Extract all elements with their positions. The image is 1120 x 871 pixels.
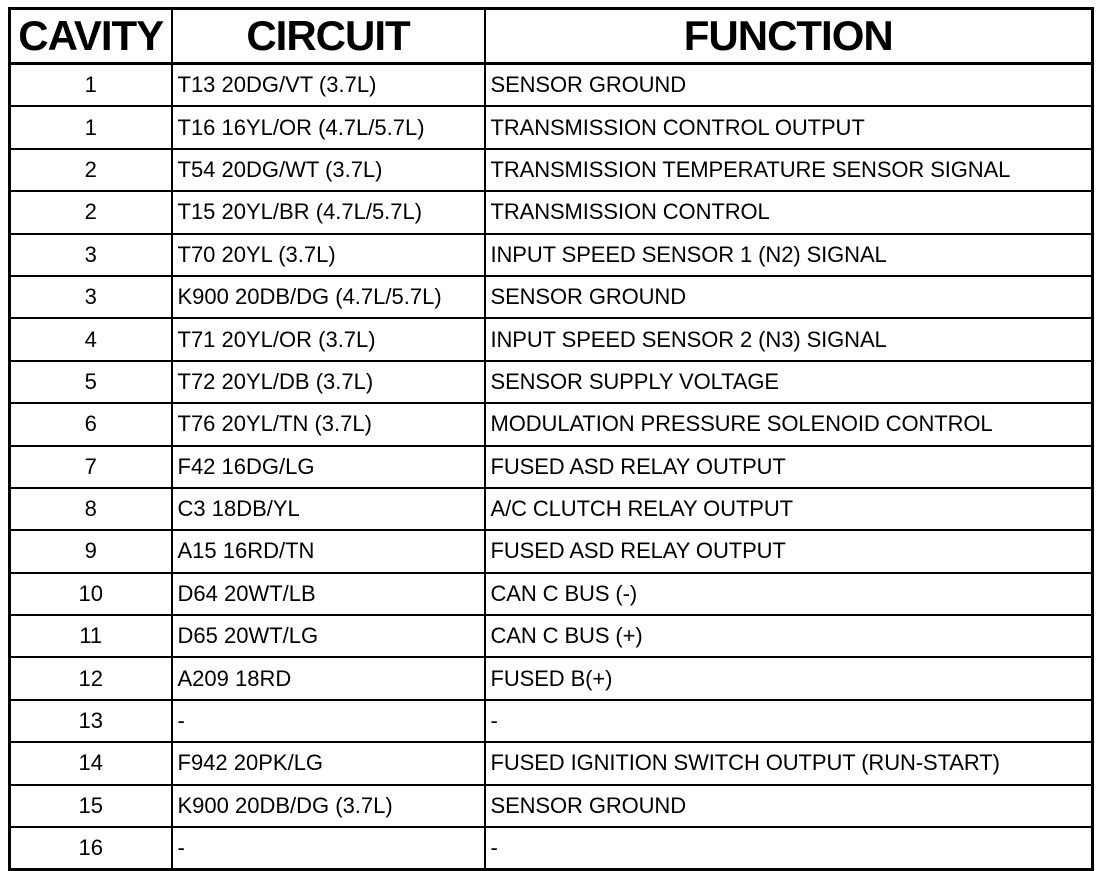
cavity-cell: 3 <box>10 234 172 276</box>
table-row <box>10 446 1093 488</box>
circuit-cell: T71 20YL/OR (3.7L) <box>172 318 485 360</box>
cavity-cell: 2 <box>10 149 172 191</box>
table-row <box>10 106 1093 148</box>
function-cell: FUSED B(+) <box>485 657 1093 699</box>
cavity-cell: 1 <box>10 64 172 107</box>
table-row <box>10 403 1093 445</box>
cavity-cell: 5 <box>10 361 172 403</box>
function-cell: SENSOR SUPPLY VOLTAGE <box>485 361 1093 403</box>
function-cell: A/C CLUTCH RELAY OUTPUT <box>485 488 1093 530</box>
cavity-cell: 15 <box>10 785 172 827</box>
circuit-cell: T16 16YL/OR (4.7L/5.7L) <box>172 106 485 148</box>
circuit-cell: C3 18DB/YL <box>172 488 485 530</box>
table-row <box>10 827 1093 870</box>
function-cell: FUSED ASD RELAY OUTPUT <box>485 530 1093 572</box>
table-row <box>10 234 1093 276</box>
function-cell: FUSED IGNITION SWITCH OUTPUT (RUN-START) <box>485 742 1093 784</box>
table-row <box>10 361 1093 403</box>
circuit-cell: K900 20DB/DG (3.7L) <box>172 785 485 827</box>
function-cell: - <box>485 700 1093 742</box>
cavity-cell: 16 <box>10 827 172 870</box>
circuit-cell: - <box>172 700 485 742</box>
table-body <box>10 64 1093 870</box>
circuit-cell: A209 18RD <box>172 657 485 699</box>
cavity-cell: 14 <box>10 742 172 784</box>
table-row <box>10 149 1093 191</box>
table-row <box>10 785 1093 827</box>
connector-pinout-table <box>8 7 1094 871</box>
table-row <box>10 64 1093 107</box>
table-row <box>10 488 1093 530</box>
header-function: FUNCTION <box>485 9 1093 64</box>
circuit-cell: D65 20WT/LG <box>172 615 485 657</box>
function-cell: CAN C BUS (-) <box>485 573 1093 615</box>
table-row <box>10 573 1093 615</box>
function-cell: CAN C BUS (+) <box>485 615 1093 657</box>
cavity-cell: 9 <box>10 530 172 572</box>
cavity-cell: 3 <box>10 276 172 318</box>
circuit-cell: T13 20DG/VT (3.7L) <box>172 64 485 107</box>
cavity-cell: 2 <box>10 191 172 233</box>
cavity-cell: 7 <box>10 446 172 488</box>
circuit-cell: T15 20YL/BR (4.7L/5.7L) <box>172 191 485 233</box>
function-cell: INPUT SPEED SENSOR 1 (N2) SIGNAL <box>485 234 1093 276</box>
circuit-cell: F42 16DG/LG <box>172 446 485 488</box>
table-row <box>10 742 1093 784</box>
circuit-cell: - <box>172 827 485 870</box>
function-cell: INPUT SPEED SENSOR 2 (N3) SIGNAL <box>485 318 1093 360</box>
circuit-cell: K900 20DB/DG (4.7L/5.7L) <box>172 276 485 318</box>
table-row <box>10 700 1093 742</box>
function-cell: SENSOR GROUND <box>485 64 1093 107</box>
function-cell: TRANSMISSION CONTROL <box>485 191 1093 233</box>
function-cell: - <box>485 827 1093 870</box>
table-row <box>10 318 1093 360</box>
circuit-cell: T54 20DG/WT (3.7L) <box>172 149 485 191</box>
header-cavity: CAVITY <box>10 9 172 64</box>
header-circuit: CIRCUIT <box>172 9 485 64</box>
table-row <box>10 191 1093 233</box>
function-cell: TRANSMISSION CONTROL OUTPUT <box>485 106 1093 148</box>
circuit-cell: T70 20YL (3.7L) <box>172 234 485 276</box>
function-cell: MODULATION PRESSURE SOLENOID CONTROL <box>485 403 1093 445</box>
table-row <box>10 615 1093 657</box>
function-cell: SENSOR GROUND <box>485 276 1093 318</box>
cavity-cell: 13 <box>10 700 172 742</box>
table-row <box>10 530 1093 572</box>
function-cell: TRANSMISSION TEMPERATURE SENSOR SIGNAL <box>485 149 1093 191</box>
cavity-cell: 11 <box>10 615 172 657</box>
cavity-cell: 6 <box>10 403 172 445</box>
cavity-cell: 1 <box>10 106 172 148</box>
cavity-cell: 10 <box>10 573 172 615</box>
circuit-cell: T72 20YL/DB (3.7L) <box>172 361 485 403</box>
circuit-cell: F942 20PK/LG <box>172 742 485 784</box>
header-row <box>10 9 1093 64</box>
cavity-cell: 4 <box>10 318 172 360</box>
circuit-cell: A15 16RD/TN <box>172 530 485 572</box>
cavity-cell: 8 <box>10 488 172 530</box>
circuit-cell: D64 20WT/LB <box>172 573 485 615</box>
cavity-cell: 12 <box>10 657 172 699</box>
table-row <box>10 276 1093 318</box>
table-row <box>10 657 1093 699</box>
function-cell: SENSOR GROUND <box>485 785 1093 827</box>
circuit-cell: T76 20YL/TN (3.7L) <box>172 403 485 445</box>
function-cell: FUSED ASD RELAY OUTPUT <box>485 446 1093 488</box>
